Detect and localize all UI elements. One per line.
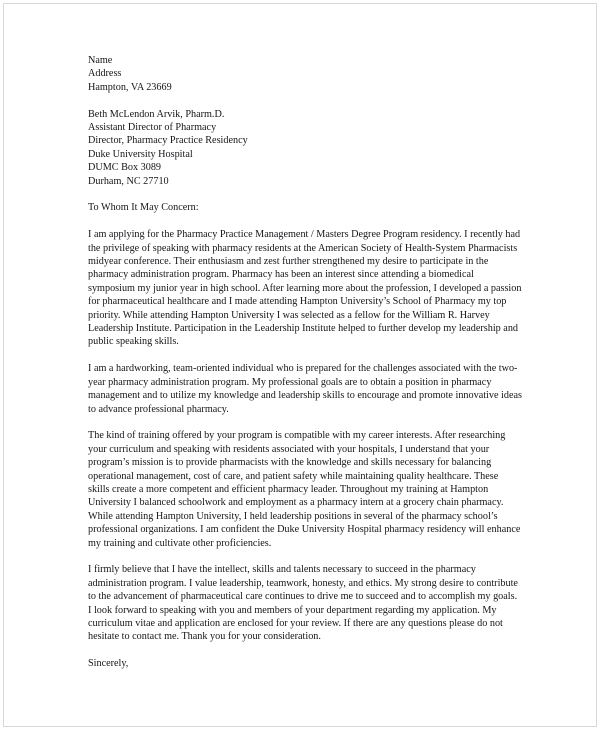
recipient-address-line: Duke University Hospital: [88, 148, 193, 160]
salutation: To Whom It May Concern:: [88, 202, 199, 214]
recipient-address-block: [88, 108, 522, 188]
closing-line: Sincerely,: [88, 658, 129, 670]
sender-address-block: [88, 54, 522, 94]
recipient-address-line: DUMC Box 3089: [88, 162, 162, 174]
letter-paragraph: I am applying for the Pharmacy Practice Management / Masters Degree Program residency. I recently had the privilege of speaking with pharmacy residents at the American Society of Health-System Pharmacists midyear conference. Their enthusiasm and zest further strengthened my desire to participate in the pharmacy administration program. Pharmacy has been an interest since attending a biomedical symposium my junior year in high school. After learning more about the profession, I developed a passion for pharmaceutical healthcare and I made attending Hampton University’s School of Pharmacy my top priority. While attending Hampton University I was selected as a fellow for the William R. Harvey Leadership Institute. Participation in the Leadership Institute helped to further develop my leadership and public speaking skills.: [88, 229, 522, 348]
letter-body: [88, 54, 522, 671]
recipient-address-line: Assistant Director of Pharmacy: [88, 122, 217, 134]
document-page-sheet: [3, 3, 597, 727]
letter-paragraph: The kind of training offered by your program is compatible with my career interests. After researching your curriculum and speaking with residents associated with your hospitals, I understand that your program’s mission is to provide pharmacists with the knowledge and skills necessary for balancing operational management, cost of care, and patient safety while maintaining quality healthcare. These skills create a more competent and efficient pharmacy leader. Throughout my training at Hampton University I balanced schoolwork and employment as a pharmacy intern at a grocery chain pharmacy. While attending Hampton University, I held leadership positions in several of the pharmacy school’s professional organizations. I am confident the Duke University Hospital pharmacy residency will enhance my training and cultivate other proficiencies.: [88, 430, 521, 549]
recipient-address-line: Durham, NC 27710: [88, 175, 169, 187]
sender-address-line: Name: [88, 55, 113, 66]
sender-address-line: Address: [88, 68, 122, 80]
letter-paragraph: I am a hardworking, team-oriented individual who is prepared for the challenges associated with the two-year pharmacy administration program. My professional goals are to obtain a position in pharmacy management and to utilize my knowledge and leadership skills to encourage and promote innovative ideas to advance professional pharmacy.: [88, 363, 522, 415]
recipient-address-line: Beth McLendon Arvik, Pharm.D.: [88, 108, 225, 120]
recipient-address-line: Director, Pharmacy Practice Residency: [88, 135, 248, 147]
sender-address-line: Hampton, VA 23669: [88, 81, 172, 93]
letter-paragraph: I firmly believe that I have the intellect, skills and talents necessary to succeed in the pharmacy administration program. I value leadership, teamwork, honesty, and ethics. My strong desire to contribute to the advancement of pharmaceutical care continues to drive me to succeed and to accomplish my goals. I look forward to speaking with you and members of your department regarding my application. My curriculum vitae and application are enclosed for your review. If there are any questions please do not hesitate to contact me. Thank you for your consideration.: [88, 564, 518, 643]
